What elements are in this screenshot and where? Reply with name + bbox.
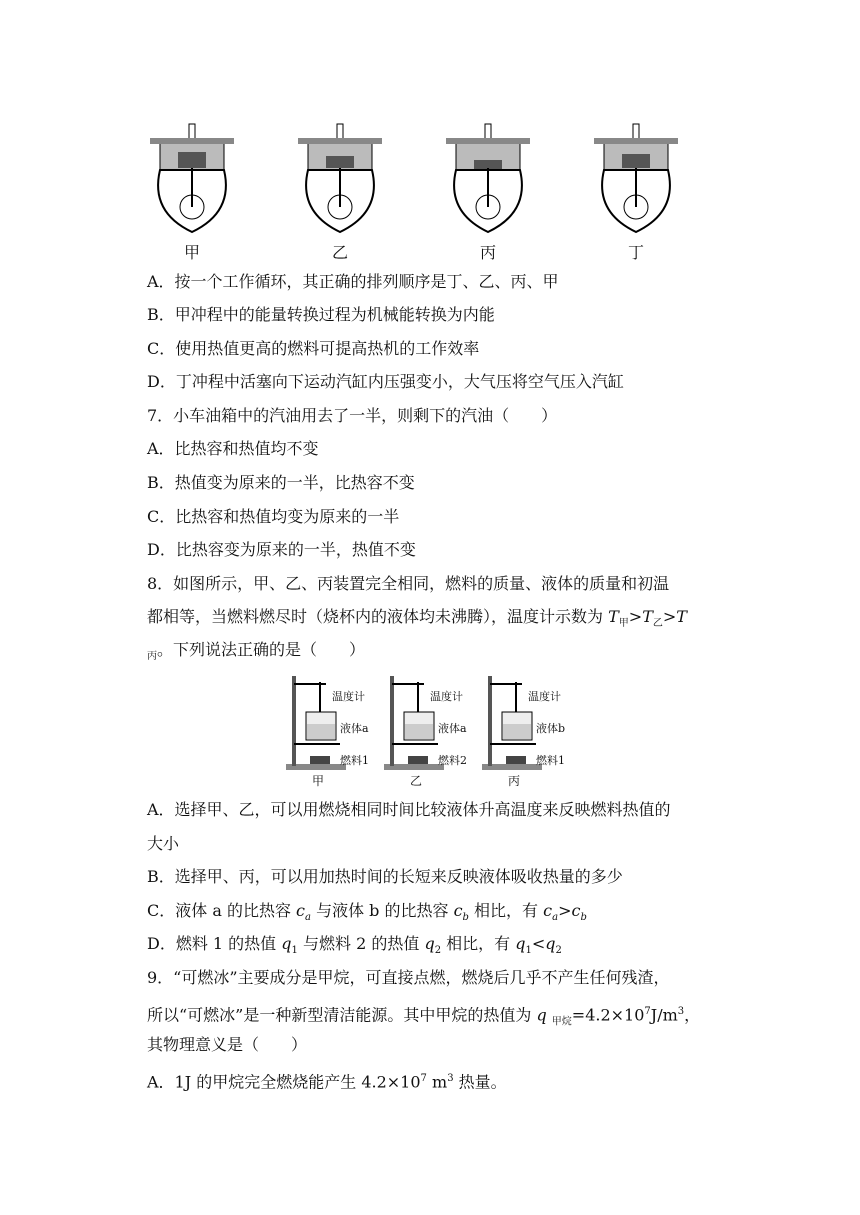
engine-strokes-figure	[140, 112, 680, 262]
engine-diagram-ding	[584, 112, 688, 262]
q8-d-text: 与燃料 2 的热值	[297, 934, 425, 953]
q8-option-a-line1: A．选择甲、乙，可以用燃烧相同时间比较液体升高温度来反映燃料热值的	[147, 800, 671, 819]
apparatus-caption-yi: 乙	[409, 774, 422, 788]
label-fuel: 燃料1	[340, 754, 369, 767]
label-liquid: 液体a	[340, 722, 369, 735]
q8-option-a-line2: 大小	[147, 834, 180, 853]
apparatus-yi	[378, 672, 476, 790]
q9-a-exp: 7	[420, 1073, 427, 1084]
q8-option-b: B．选择甲、丙，可以用加热时间的长短来反映液体吸收热量的多少	[147, 867, 623, 886]
q9-stem-text: 所以“可燃冰”是一种新型清洁能源。其中甲烷的热值为	[147, 1005, 537, 1025]
t-symbol: T	[676, 607, 687, 626]
t-symbol: T	[642, 607, 653, 626]
q6-option-c: C．使用热值更高的燃料可提高热机的工作效率	[147, 339, 480, 358]
q7-option-b: B．热值变为原来的一半，比热容不变	[147, 473, 415, 492]
engine-caption-ding: 丁	[627, 243, 644, 262]
label-thermometer: 温度计	[430, 690, 463, 703]
q8-stem-line3	[147, 640, 365, 667]
engine-caption-bing: 丙	[479, 243, 496, 262]
q6-option-d: D．丁冲程中活塞向下运动汽缸内压强变小，大气压将空气压入汽缸	[147, 372, 624, 391]
q8-c-text: C．液体 a 的比热容	[147, 901, 297, 920]
q9-a-text: A．1J 的甲烷完全燃烧能产生 4.2×10	[147, 1072, 421, 1092]
q8-c-text: 相比，有	[468, 901, 544, 920]
q9-stem-line3: 其物理意义是（ ）	[147, 1035, 308, 1054]
q8-stem-text: 都相等，当燃料燃尽时（烧杯内的液体均未沸腾），温度计示数为	[147, 607, 604, 626]
engine-caption-yi: 乙	[331, 243, 348, 262]
label-fuel: 燃料1	[536, 754, 565, 767]
engine-caption-jia: 甲	[183, 243, 200, 262]
t-symbol: T	[608, 607, 619, 626]
q9-a-text: 热量。	[453, 1072, 507, 1092]
apparatus-jia	[280, 672, 378, 790]
q8-stem-question: 。下列说法正确的是（ ）	[157, 640, 366, 659]
q7-option-d: D．比热容变为原来的一半，热值不变	[147, 540, 416, 559]
label-fuel: 燃料2	[438, 754, 467, 767]
q6-option-b: B．甲冲程中的能量转换过程为机械能转换为内能	[147, 305, 495, 324]
q9-unit: J/m	[650, 1005, 678, 1025]
q9-stem-line1: 9．“可燃冰”主要成分是甲烷，可直接点燃，燃烧后几乎不产生任何残渣，	[147, 968, 670, 987]
engine-diagram-yi	[288, 112, 392, 262]
apparatus-caption-jia: 甲	[311, 774, 324, 788]
apparatus-caption-bing: 丙	[507, 774, 520, 788]
q8-d-text: 相比，有	[441, 934, 516, 953]
q8-option-d: D．燃料 1 的热值 $q_1$ 与燃料 2 的热值 $q_2$ 相比，有 $q_1<q_2$	[147, 934, 562, 957]
label-thermometer: 温度计	[528, 690, 561, 703]
q6-option-a: A．按一个工作循环，其正确的排列顺序是丁、乙、丙、甲	[147, 272, 559, 291]
q9-exp: 7	[644, 1006, 651, 1017]
q7-option-a: A．比热容和热值均不变	[147, 439, 319, 458]
q8-d-text: D．燃料 1 的热值	[147, 934, 282, 953]
q8-stem-line2: 都相等，当燃料燃尽时（烧杯内的液体均未沸腾），温度计示数为 $T_甲>T_乙>T$	[147, 607, 687, 630]
q9-a-unit-exp: 3	[447, 1073, 454, 1084]
q9-unit-exp: 3	[677, 1006, 685, 1017]
q9-q-subscript: 甲烷	[551, 1016, 572, 1028]
q9-value: =4.2×10	[571, 1005, 645, 1025]
q7-option-c: C．比热容和热值均变为原来的一半	[147, 507, 400, 526]
q8-stem-line1: 8．如图所示，甲、乙、丙装置完全相同，燃料的质量、液体的质量和初温	[147, 574, 670, 593]
q9-option-a	[147, 1069, 507, 1092]
engine-diagram-bing	[436, 112, 540, 262]
q8-c-text: 与液体 b 的比热容	[310, 901, 454, 920]
t-sub-yi: 乙	[652, 618, 663, 630]
q8-option-c: C．液体 a 的比热容 $c_a$ 与液体 b 的比热容 $c_b$ 相比，有 $c_a>c_b$	[147, 901, 587, 924]
apparatus-bing	[476, 672, 574, 790]
q7-stem: 7．小车油箱中的汽油用去了一半，则剩下的汽油（ ）	[147, 406, 558, 425]
label-liquid: 液体b	[536, 722, 566, 735]
label-thermometer: 温度计	[332, 690, 365, 703]
t-sub-bing: 丙	[147, 651, 157, 663]
q9-a-unit: m	[426, 1072, 448, 1092]
q9-stem-line2: 所以“可燃冰”是一种新型清洁能源。其中甲烷的热值为 q $_{甲烷}=4.2\times 10^7J/m^3$，	[147, 1005, 701, 1028]
t-sub-jia: 甲	[618, 618, 629, 630]
label-liquid: 液体a	[438, 722, 467, 735]
heating-apparatus-figure	[280, 672, 580, 790]
engine-diagram-jia	[140, 112, 244, 262]
